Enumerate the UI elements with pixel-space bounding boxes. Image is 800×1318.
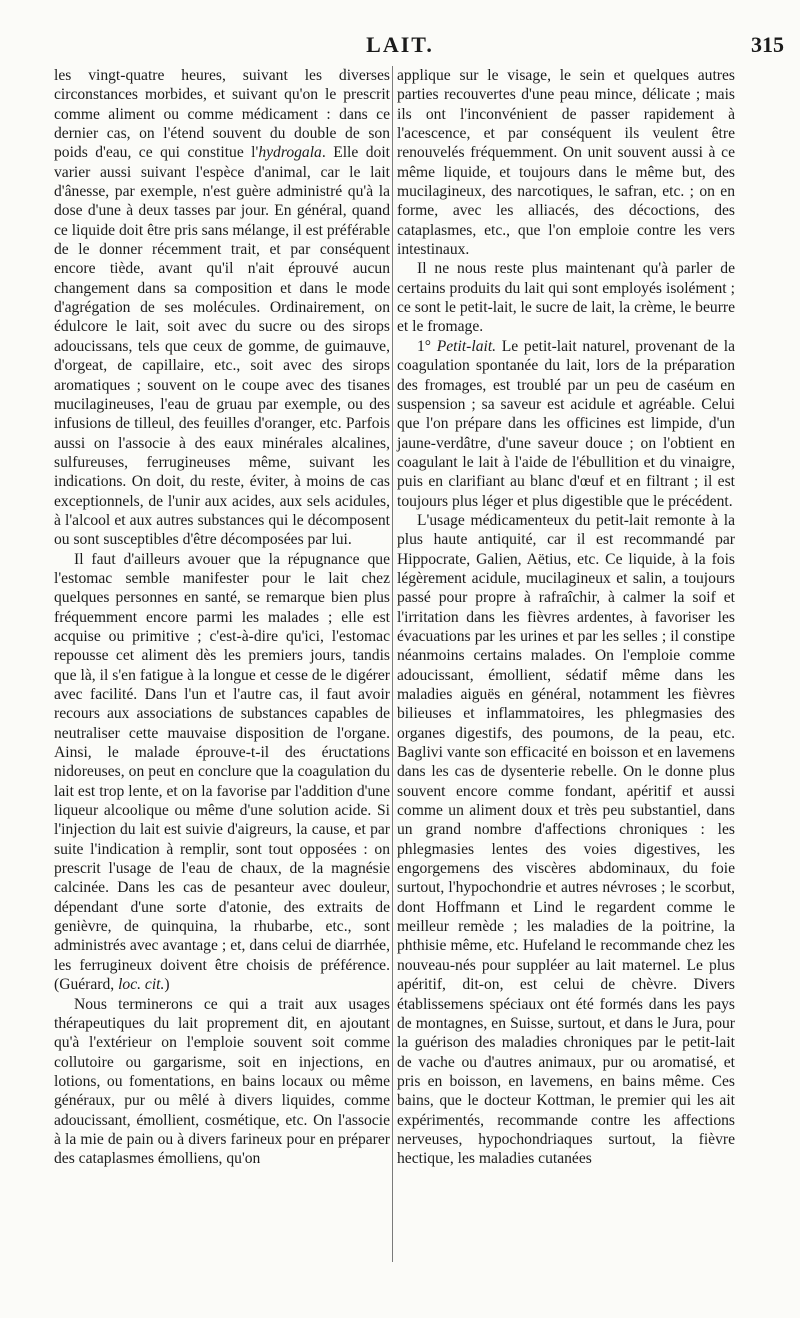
- text-run: . Elle doit varier aussi suivant l'espèce d'animal, car le lait d'ânesse, par exemple, n'est guère administré qu'à la dose d'une à deux tasses par jour. En général, quand ce liquide doit être pris sans mélange, il est préférable de le donner récemment trait, et par conséquent encore tiède, avant qu'il n'ait éprouvé aucun changement dans sa composition et dans le mode d'agrégation de ses molécules. Ordinairement, on édulcore le lait, soit avec du sucre ou des sirops adoucissans, tels que ceux de gomme, de guimauve, d'orgeat, de capillaire, etc., soit avec des sirops aromatiques ; souvent on le coupe avec des tisanes mucilagineuses, l'eau de gruau par exemple, ou des infusions de tilleul, des feuilles d'oranger, etc. Parfois aussi on l'associe à des eaux minérales alcalines, sulfureuses, ferrugineuses même, suivant les indications. On doit, du reste, éviter, à moins de cas exceptionnels, de l'unir aux acides, aux sels acidules, à l'alcool et aux autres substances qui le décomposent ou sont susceptibles d'être décomposées par lui.: [54, 144, 391, 549]
- left-column: [54, 66, 390, 1169]
- paragraph: Il ne nous reste plus maintenant qu'à parler de certains produits du lait qui sont employés isolément ; ce sont le petit-lait, le sucre de lait, la crème, le beurre et le fromage.: [397, 260, 735, 336]
- page-number: 315: [751, 32, 784, 57]
- text-run: Il faut d'ailleurs avouer que la répugnance que l'estomac semble manifester pour le lait chez quelques personnes en santé, se remarque bien plus fréquemment encore parmi les malades ; elle est acquise ou primitive ; c'est-à-dire qu'ici, l'estomac repousse cet aliment dès les premiers jours, tandis que là, il s'en fatigue à la longue et cesse de le digérer avec facilité. Dans l'un et l'autre cas, il faut avoir recours aux associations de substances capables de neutraliser cette mauvaise disposition de l'organe. Ainsi, le malade éprouve-t-il des éructations nidoreuses, on peut en conclure que la coagulation du lait est trop lente, et on la favorise par l'addition d'une liqueur alcoolique ou même d'une solution acide. Si l'injection du lait est suivie d'aigreurs, la cause, et par suite l'indication à remplir, sont tout opposées : on prescrit l'usage de l'eau de chaux, de la magnésie calcinée. Dans les cas de pesanteur avec douleur, dépendant d'une sorte d'atonie, des extraits de genièvre, de quinquina, la rhubarbe, etc., sont administrés avec avantage ; et, dans celui de diarrhée, les ferrugineux doivent être choisis de préférence. (Guérard,: [54, 550, 390, 994]
- paragraph: [54, 550, 390, 995]
- italic-heading: Petit-lait.: [436, 337, 497, 355]
- paragraph: applique sur le visage, le sein et quelques autres parties recouvertes d'une peau mince, délicate ; mais ils ont l'inconvénient de passer rapidement à l'acescence, et par conséquent ils veulent être renouvelés fréquemment. On unit souvent aussi à ce même liquide, et toujours dans le même but, des mucilagineux, des narcotiques, le safran, etc. ; on en forme, avec les alliacés, des décoctions, des cataplasmes, etc., que l'on emploie contre les vers intestinaux.: [397, 67, 735, 259]
- text-run: Le petit-lait naturel, provenant de la coagulation spontanée du lait, lors de la préparation des fromages, est troublé par un peu de caséum en suspension ; sa saveur est acidule et agréable. Celui que l'on prépare dans les officines est limpide, d'un jaune-verdâtre, d'une saveur douce ; on l'obtient en coagulant le lait à l'aide de l'ébullition et du vinaigre, puis en clarifiant au blanc d'œuf et en filtrant ; il est toujours plus léger et plus digestible que le précédent.: [397, 337, 735, 510]
- column-divider: [392, 66, 393, 1262]
- paragraph: L'usage médicamenteux du petit-lait remonte à la plus haute antiquité, car il est recommandé par Hippocrate, Galien, Aëtius, etc. Ce liquide, à la fois légèrement acidule, mucilagineux et salin, a toujours passé pour propre à rafraîchir, à calmer la soif et l'irritation dans les fièvres ardentes, à favoriser les évacuations par les urines et par les selles ; il constipe néanmoins certains malades. On l'emploie comme adoucissant, émollient, sédatif même dans les maladies aiguës en général, notamment les fièvres bilieuses et inflammatoires, les phlegmasies des organes digestifs, des poumons, de la peau, etc. Baglivi vante son efficacité en boisson et en lavemens dans les cas de dysenterie rebelle. On le donne plus souvent encore comme fondant, apéritif et aussi comme un aliment doux et très peu substantiel, dans un grand nombre d'affections chroniques : les phlegmasies lentes des voies digestives, les engorgemens des viscères abdominaux, du foie surtout, l'hypochondrie et autres névroses ; le scorbut, dont Hoffmann et Lind le regardent comme le meilleur remède ; les maladies de la poitrine, la phthisie même, etc. Hufeland le recommande chez les nouveau-nés pour suppléer au lait maternel. Le plus apéritif, dit-on, est celui de chèvre. Divers établissemens spéciaux ont été formés dans les pays de montagnes, en Suisse, surtout, et dans le Jura, pour la guérison des maladies chroniques par le petit-lait de vache ou d'autres animaux, pur ou aromatisé, et pris en boisson, en lavemens, en bains même. Ces bains, que le docteur Kottman, le premier qui les ait expérimentés, recommande contre les affections nerveuses, hypochondriaques surtout, la fièvre hectique, les maladies cutanées: [397, 511, 735, 1168]
- italic-citation: loc. cit.: [118, 976, 165, 994]
- running-head: [0, 28, 800, 62]
- paragraph: [54, 66, 390, 550]
- paragraph: [397, 337, 735, 511]
- text-run: 1°: [417, 337, 437, 355]
- text-run: les vingt-quatre heures, suivant les diverses circonstances morbides, et suivant qu'on le prescrit comme aliment ou comme médicament : dans ce dernier cas, on l'étend souvent du double de son poids d'eau, ce qui constitue l': [54, 67, 390, 162]
- right-column: [397, 66, 735, 1169]
- italic-term: hydrogala: [258, 144, 322, 162]
- paragraph: Nous terminerons ce qui a trait aux usages thérapeutiques du lait proprement dit, en ajoutant qu'à l'extérieur on l'emploie souvent soit comme collutoire ou gargarisme, soit en injections, en lotions, ou fomentations, en bains locaux ou même généraux, pur ou mêlé à divers liquides, comme adoucissant, émollient, cosmétique, etc. On l'associe à la mie de pain ou à divers farineux pour en préparer des cataplasmes émolliens, qu'on: [54, 995, 390, 1168]
- text-run: ): [164, 976, 170, 994]
- running-title: LAIT.: [366, 32, 434, 57]
